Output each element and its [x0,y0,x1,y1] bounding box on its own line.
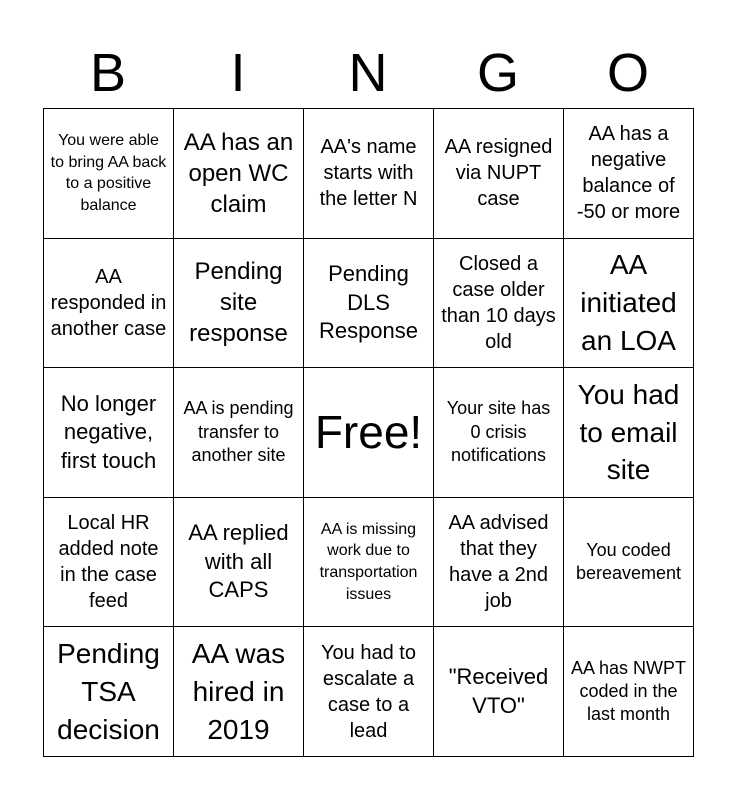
bingo-cell-text: AA has NWPT coded in the last month [570,657,687,725]
free-space-text: Free! [314,405,423,458]
bingo-board [43,108,694,757]
bingo-cell[interactable] [564,368,694,498]
bingo-cell[interactable] [304,498,434,628]
bingo-cell[interactable] [564,109,694,239]
bingo-cell[interactable] [174,627,304,757]
bingo-cell[interactable] [44,498,174,628]
bingo-cell[interactable] [434,239,564,369]
bingo-cell-text: "Received VTO" [448,664,549,718]
bingo-cell-text: Closed a case older than 10 days old [441,252,556,353]
bingo-cell-text: Your site has 0 crisis notifications [446,398,551,466]
bingo-cell[interactable] [434,498,564,628]
bingo-cell-text: AA's name starts with the letter N [319,136,418,211]
bingo-cell[interactable] [44,109,174,239]
bingo-cell[interactable] [434,109,564,239]
bingo-cell[interactable] [304,239,434,369]
header-letter-b: B [89,43,127,103]
bingo-cell-text: AA was hired in 2019 [191,637,286,745]
bingo-cell[interactable] [564,239,694,369]
bingo-cell[interactable] [44,239,174,369]
header-letter-o: O [606,43,649,103]
bingo-cell-text: You had to escalate a case to a lead [321,641,416,742]
bingo-cell-text: AA has an open WC claim [183,128,294,218]
bingo-cell-text: AA initiated an LOA [580,249,677,356]
bingo-cell-text: AA responded in another case [50,265,167,340]
bingo-cell-text: AA resigned via NUPT case [444,136,553,211]
bingo-cell[interactable] [564,498,694,628]
bingo-cell[interactable] [44,368,174,498]
bingo-cell-text: AA is pending transfer to another site [183,398,294,466]
bingo-cell-text: AA is missing work due to transportation issues [319,520,418,603]
bingo-cell-text: You were able to bring AA back to a positive balance [50,132,167,214]
bingo-cell-text: No longer negative, first touch [60,390,157,473]
bingo-cell[interactable] [564,627,694,757]
bingo-cell[interactable] [304,627,434,757]
bingo-cell-text: You had to email site [577,378,680,486]
bingo-cell[interactable] [174,368,304,498]
bingo-cell-text: AA replied with all CAPS [188,520,289,603]
header-letter-g: G [476,43,519,103]
bingo-cell[interactable] [434,368,564,498]
bingo-cell[interactable] [304,109,434,239]
bingo-cell[interactable] [174,498,304,628]
bingo-cell-text: Local HR added note in the case feed [58,512,159,613]
bingo-cell[interactable] [434,627,564,757]
header-letter-n: N [348,43,388,103]
bingo-header [43,38,693,108]
bingo-cell-text: Pending TSA decision [57,637,160,745]
bingo-cell-text: Pending site response [189,258,288,348]
bingo-cell[interactable] [174,109,304,239]
bingo-cell-text: Pending DLS Response [318,261,419,344]
header-letter-i: I [230,43,246,103]
bingo-cell[interactable] [44,627,174,757]
bingo-cell-text: AA advised that they have a 2nd job [448,512,549,613]
bingo-cell-text: You coded bereavement [575,539,682,584]
free-space-cell[interactable] [304,368,434,498]
bingo-cell[interactable] [174,239,304,369]
bingo-cell-text: AA has a negative balance of -50 or more [576,123,681,224]
